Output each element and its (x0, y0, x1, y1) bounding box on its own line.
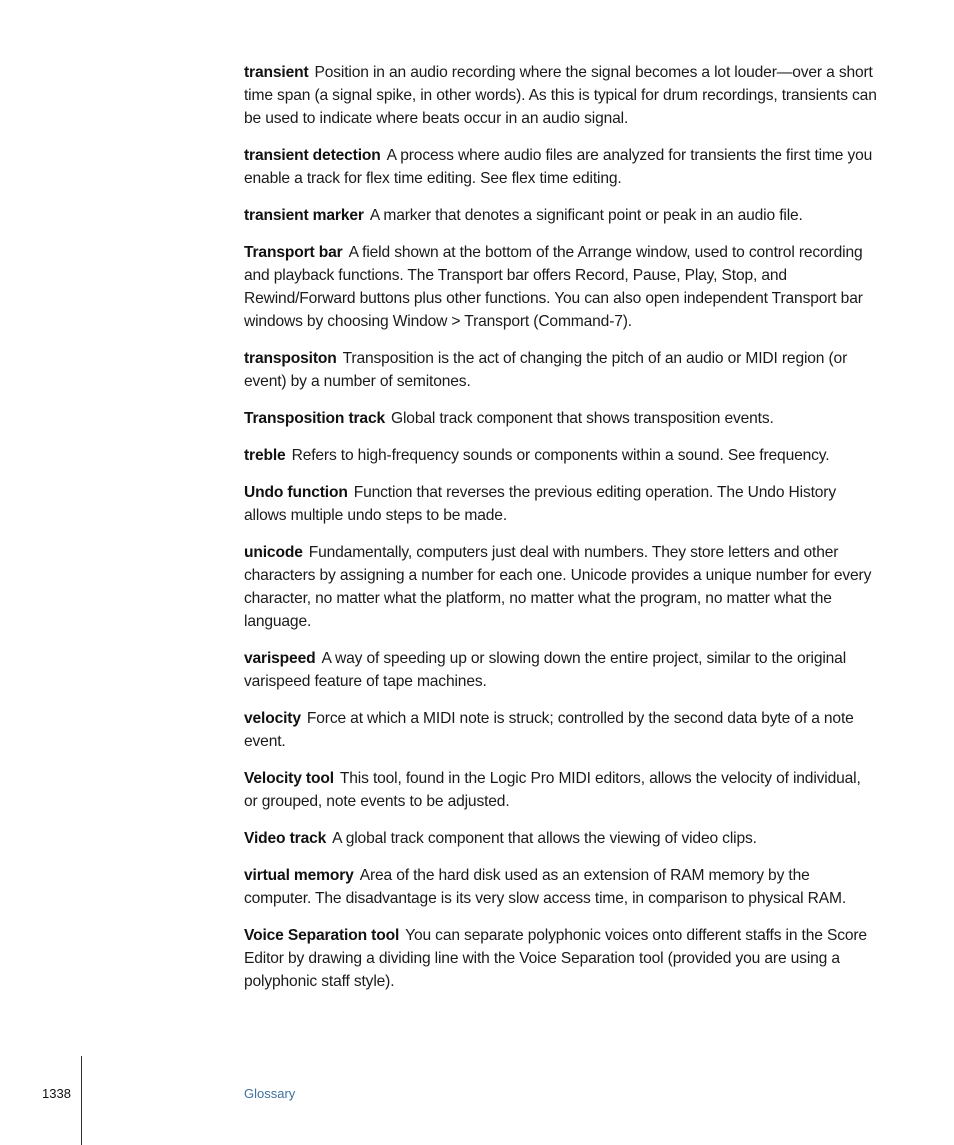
glossary-term: varispeed (244, 650, 316, 667)
page-number: 1338 (42, 1086, 71, 1101)
glossary-definition: Area of the hard disk used as an extension of RAM memory by the computer. The disadvantage is its very slow access time, in comparison to physical RAM. (244, 867, 847, 907)
glossary-entry-velocity-tool (244, 767, 878, 813)
glossary-term: Undo function (244, 484, 348, 501)
glossary-term: Voice Separation tool (244, 927, 400, 944)
glossary-entry-virtual-memory (244, 864, 878, 910)
glossary-definition: Transposition is the act of changing the pitch of an audio or MIDI region (or event) by a number of semitones. (244, 350, 848, 390)
glossary-term: transpositon (244, 350, 337, 367)
glossary-term: Velocity tool (244, 770, 334, 787)
glossary-definition: Force at which a MIDI note is struck; controlled by the second data byte of a note event. (244, 710, 854, 750)
glossary-entry-velocity (244, 707, 878, 753)
glossary-definition: This tool, found in the Logic Pro MIDI editors, allows the velocity of individual, or grouped, note events to be adjusted. (244, 770, 861, 810)
glossary-entry-transport-bar (244, 241, 878, 333)
glossary-term: virtual memory (244, 867, 354, 884)
glossary-term: Transposition track (244, 410, 385, 427)
glossary-entry-transpositon (244, 347, 878, 393)
glossary-term: velocity (244, 710, 301, 727)
glossary-definition: Function that reverses the previous editing operation. The Undo History allows multiple undo steps to be made. (244, 484, 836, 524)
glossary-term: Video track (244, 830, 327, 847)
glossary-entry-transient (244, 61, 878, 130)
glossary-entry-treble (244, 444, 878, 467)
glossary-definition: Fundamentally, computers just deal with numbers. They store letters and other characters by assigning a number for each one. Unicode provides a unique number for every character, no matter what the platform, no matter what the program, no matter what the language. (244, 544, 872, 630)
glossary-entry-voice-separation-tool (244, 924, 878, 993)
glossary-definition: A way of speeding up or slowing down the entire project, similar to the original varispeed feature of tape machines. (244, 650, 847, 690)
glossary-term: treble (244, 447, 286, 464)
glossary-term: transient marker (244, 207, 364, 224)
glossary-term: Transport bar (244, 244, 343, 261)
glossary-definition: A process where audio files are analyzed for transients the first time you enable a track for flex time editing. See flex time editing. (244, 147, 873, 187)
glossary-entry-video-track (244, 827, 878, 850)
glossary-definition: A global track component that allows the viewing of video clips. (332, 830, 757, 847)
glossary-definition: Refers to high-frequency sounds or components within a sound. See frequency. (291, 447, 830, 464)
glossary-definition: You can separate polyphonic voices onto different staffs in the Score Editor by drawing a dividing line with the Voice Separation tool (provided you are using a polyphonic staff style). (244, 927, 867, 990)
footer-divider (81, 1056, 82, 1145)
glossary-definition: A field shown at the bottom of the Arrange window, used to control recording and playback functions. The Transport bar offers Record, Pause, Play, Stop, and Rewind/Forward buttons plus other functions. You can also open independent Transport bar windows by choosing Window > Transport (Command-7). (244, 244, 863, 330)
glossary-entry-transposition-track (244, 407, 878, 430)
glossary-entry-transient-detection (244, 144, 878, 190)
glossary-list (244, 61, 878, 1007)
glossary-term: unicode (244, 544, 303, 561)
glossary-entry-transient-marker (244, 204, 878, 227)
glossary-term: transient detection (244, 147, 381, 164)
glossary-entry-varispeed (244, 647, 878, 693)
glossary-definition: Position in an audio recording where the signal becomes a lot louder—over a short time span (a signal spike, in other words). As this is typical for drum recordings, transients can be used to indicate where beats occur in an audio signal. (244, 64, 877, 127)
footer-section-label: Glossary (244, 1086, 296, 1101)
glossary-term: transient (244, 64, 309, 81)
glossary-definition: Global track component that shows transposition events. (391, 410, 774, 427)
glossary-entry-unicode (244, 541, 878, 633)
glossary-definition: A marker that denotes a significant point or peak in an audio file. (369, 207, 803, 224)
glossary-entry-undo-function (244, 481, 878, 527)
